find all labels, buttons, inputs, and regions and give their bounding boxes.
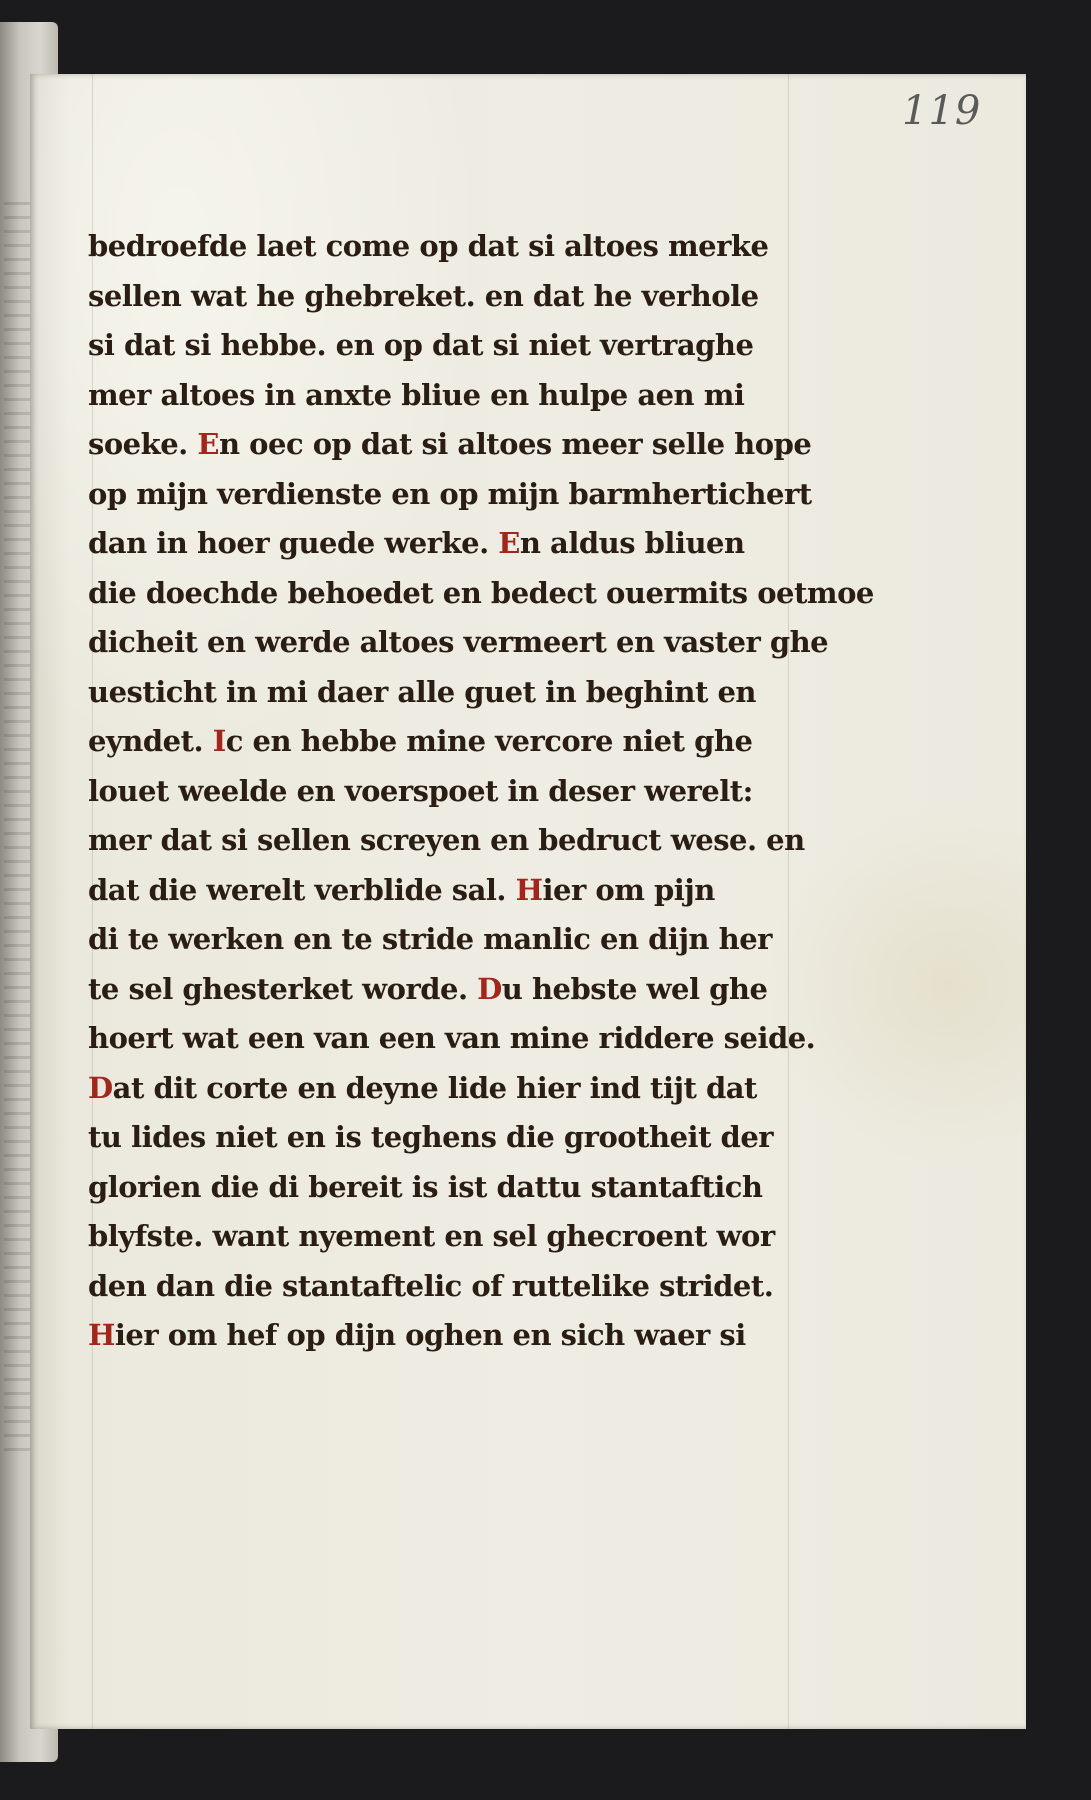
- text-line: louet weelde en voerspoet in deser werelt:: [88, 773, 753, 808]
- rubricated-initial: I: [212, 724, 226, 758]
- facing-page-text-bleed: [4, 202, 30, 1452]
- text-line: Dat dit corte en deyne lide hier ind tijt dat: [88, 1070, 757, 1105]
- text-line: dan in hoer guede werke. En aldus bliuen: [88, 526, 745, 560]
- text-line: dicheit en werde altoes vermeert en vaster ghe: [88, 625, 829, 659]
- text-line: op mijn verdienste en op mijn barmhertichert: [88, 476, 812, 511]
- rubricated-initial: H: [88, 1318, 115, 1352]
- text-line: soeke. En oec op dat si altoes meer selle hope: [88, 427, 812, 461]
- rubricated-initial: E: [498, 526, 520, 560]
- text-line: hoert wat een van een van mine riddere seide.: [88, 1021, 816, 1055]
- text-line: dat die werelt verblide sal. Hier om pijn: [88, 872, 715, 907]
- text-line: blyfste. want nyement en sel ghecroent wor: [88, 1219, 775, 1253]
- rubricated-initial: D: [477, 971, 502, 1006]
- text-line: eyndet. Ic en hebbe mine vercore niet ghe: [88, 724, 753, 758]
- text-line: uesticht in mi daer alle guet in beghint en: [88, 674, 756, 709]
- manuscript-leaf: [30, 74, 1026, 1729]
- text-line: mer altoes in anxte bliue en hulpe aen mi: [88, 377, 745, 412]
- rubricated-initial: D: [88, 1070, 113, 1105]
- folio-number: 119: [902, 88, 982, 134]
- text-line: bedroefde laet come op dat si altoes merke: [88, 229, 769, 263]
- text-line: mer dat si sellen screyen en bedruct wese. en: [88, 823, 805, 857]
- text-line: tu lides niet en is teghens die grootheit der: [88, 1120, 774, 1154]
- text-line: Hier om hef op dijn oghen en sich waer si: [88, 1318, 746, 1352]
- text-line: si dat si hebbe. en op dat si niet vertraghe: [88, 328, 754, 362]
- text-line: sellen wat he ghebreket. en dat he verhole: [88, 278, 759, 313]
- rubricated-initial: E: [197, 427, 219, 461]
- text-line: di te werken en te stride manlic en dijn her: [88, 922, 772, 956]
- rubricated-initial: H: [515, 872, 543, 907]
- text-line: te sel ghesterket worde. Du hebste wel ghe: [88, 971, 768, 1006]
- text-line: glorien die di bereit is ist dattu stantaftich: [88, 1169, 763, 1204]
- text-line: den dan die stantaftelic of ruttelike stridet.: [88, 1268, 774, 1303]
- manuscript-text-block: [88, 222, 888, 1361]
- text-line: die doechde behoedet en bedect ouermits oetmoe: [88, 575, 874, 610]
